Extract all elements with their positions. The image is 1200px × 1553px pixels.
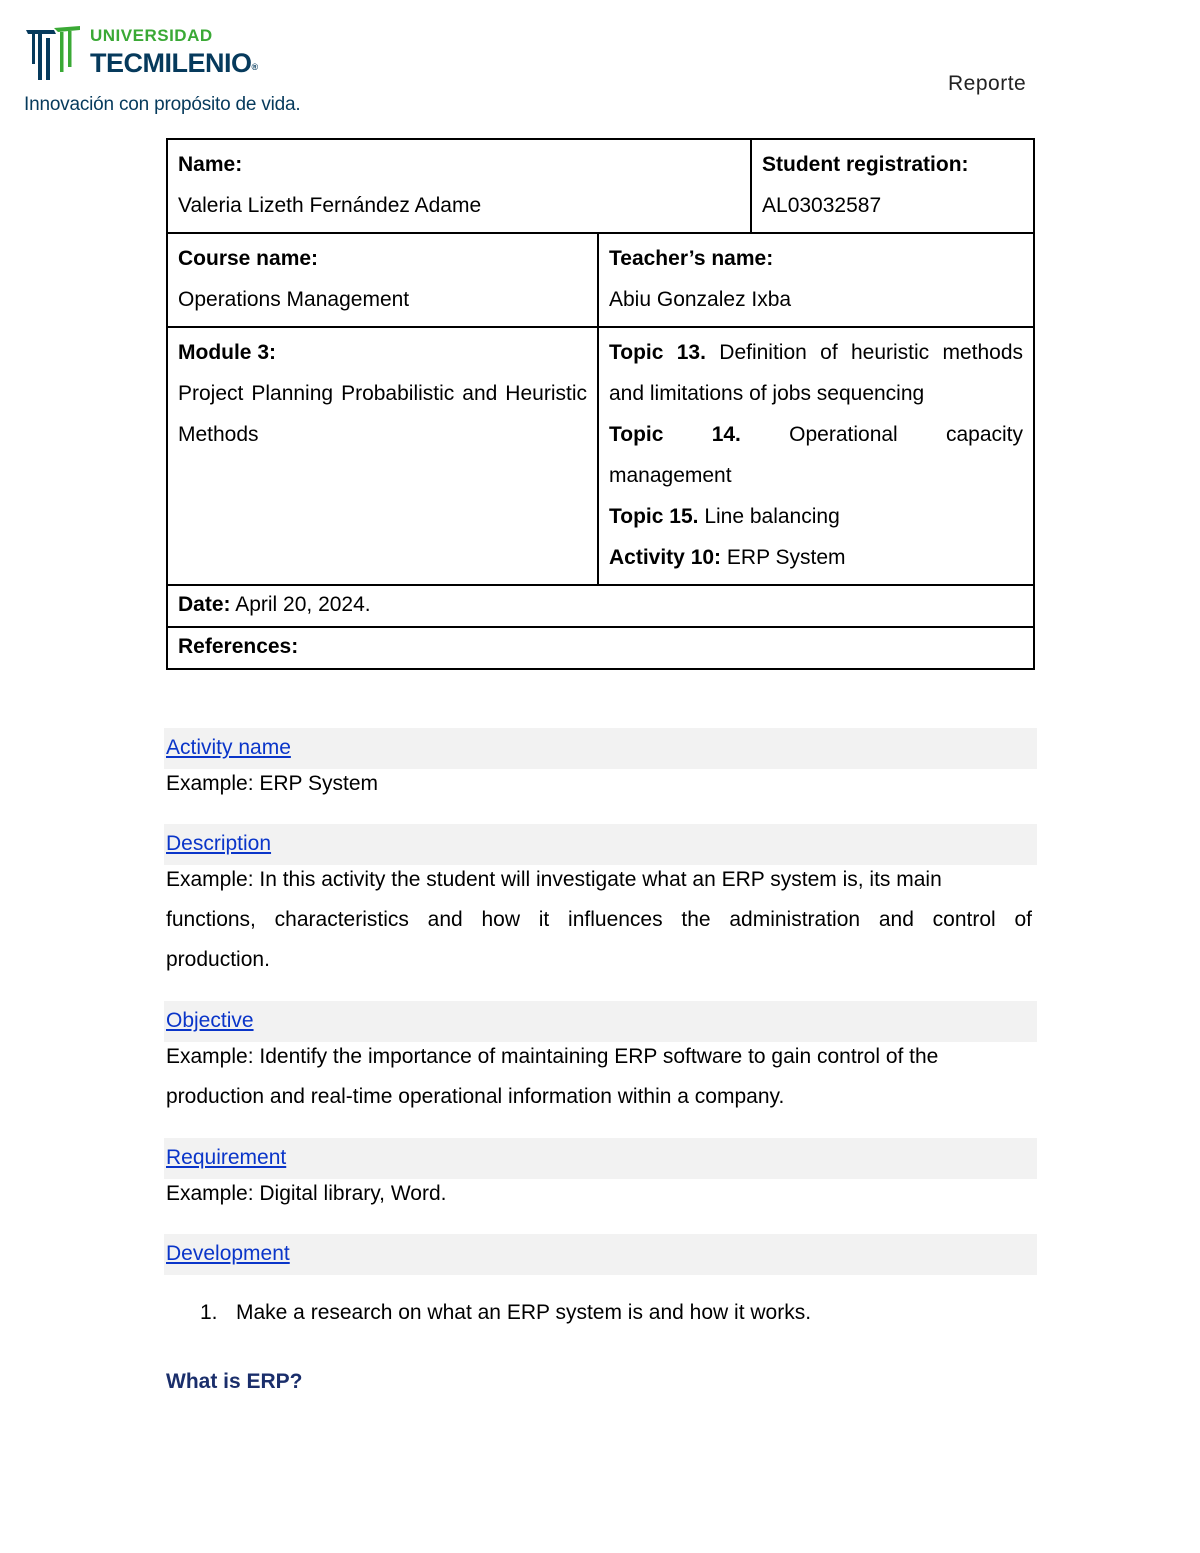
course-label: Course name:: [178, 247, 319, 270]
topic-15-text: Line balancing: [704, 505, 840, 528]
tecmilenio-logo-icon: [24, 24, 82, 86]
logo-registered-mark: ®: [251, 62, 258, 72]
name-row: [167, 139, 1034, 233]
topic-14-label: Topic 14.: [609, 423, 741, 446]
name-value: Valeria Lizeth Fernández Adame: [178, 194, 482, 217]
list-item-number: 1.: [200, 1301, 218, 1324]
topic-15-label: Topic 15.: [609, 505, 699, 528]
name-cell: [167, 139, 751, 233]
date-row: [167, 585, 1034, 627]
date-cell: [167, 585, 1034, 627]
requirement-link[interactable]: Requirement: [166, 1146, 287, 1169]
registration-label: Student registration:: [762, 153, 969, 176]
module-cell: [167, 327, 598, 585]
course-row: [167, 233, 1034, 327]
list-item-text: Make a research on what an ERP system is and how it works.: [236, 1301, 812, 1324]
description-text: [166, 860, 1032, 980]
topic-14-text: Operational capacity management: [609, 423, 1024, 487]
teacher-cell: [598, 233, 1034, 327]
description-line: functions, characteristics and how it influences the administration and control of: [166, 908, 1032, 931]
activity-name-section: [164, 728, 1037, 769]
logo-main-text: [90, 48, 258, 79]
topic-14: [609, 414, 1023, 496]
requirement-text: Example: Digital library, Word.: [166, 1182, 447, 1205]
description-link[interactable]: Description: [166, 832, 272, 855]
topics-cell: [598, 327, 1034, 585]
university-logo: [24, 20, 324, 120]
logo-tagline: Innovación con propósito de vida.: [24, 94, 301, 115]
topic-13-label: Topic 13.: [609, 341, 706, 364]
activity-10: [609, 537, 1023, 578]
activity-name-link[interactable]: Activity name: [166, 736, 291, 759]
teacher-value: Abiu Gonzalez Ixba: [609, 288, 792, 311]
objective-section: [164, 1001, 1037, 1042]
teacher-label: Teacher’s name:: [609, 247, 774, 270]
registration-cell: [751, 139, 1034, 233]
report-label: Reporte: [948, 72, 1027, 95]
activity-10-label: Activity 10:: [609, 546, 722, 569]
module-label: Module 3:: [178, 341, 276, 364]
description-section: [164, 824, 1037, 865]
logo-top-text: UNIVERSIDAD: [90, 26, 213, 45]
description-line: Example: In this activity the student will investigate what an ERP system is, its main: [166, 868, 942, 891]
what-is-erp-heading: What is ERP?: [166, 1370, 303, 1393]
development-section: [164, 1234, 1037, 1275]
date-value: April 20, 2024.: [235, 593, 371, 616]
list-item: [200, 1301, 811, 1325]
topic-15: [609, 496, 1023, 537]
development-list: [200, 1301, 811, 1325]
activity-name-text: Example: ERP System: [166, 772, 379, 795]
references-row: [167, 627, 1034, 669]
student-info-table: [166, 138, 1035, 670]
topic-13: [609, 332, 1023, 414]
module-row: [167, 327, 1034, 585]
course-value: Operations Management: [178, 288, 410, 311]
course-cell: [167, 233, 598, 327]
name-label: Name:: [178, 153, 243, 176]
requirement-section: [164, 1138, 1037, 1179]
date-label: Date:: [178, 593, 231, 616]
module-value: Project Planning Probabilistic and Heuristic Methods: [178, 382, 587, 446]
registration-value: AL03032587: [762, 194, 882, 217]
activity-10-text: ERP System: [726, 546, 846, 569]
objective-text: [166, 1037, 1032, 1117]
development-link[interactable]: Development: [166, 1242, 290, 1265]
objective-line: Example: Identify the importance of maintaining ERP software to gain control of the: [166, 1045, 939, 1068]
references-cell: [167, 627, 1034, 669]
references-label: References:: [178, 635, 299, 658]
topic-13-text: Definition of heuristic methods and limitations of jobs sequencing: [609, 341, 1024, 405]
logo-main-word: TECMILENIO: [90, 48, 252, 78]
objective-line: production and real-time operational information within a company.: [166, 1085, 785, 1108]
description-line: production.: [166, 948, 270, 971]
objective-link[interactable]: Objective: [166, 1009, 254, 1032]
